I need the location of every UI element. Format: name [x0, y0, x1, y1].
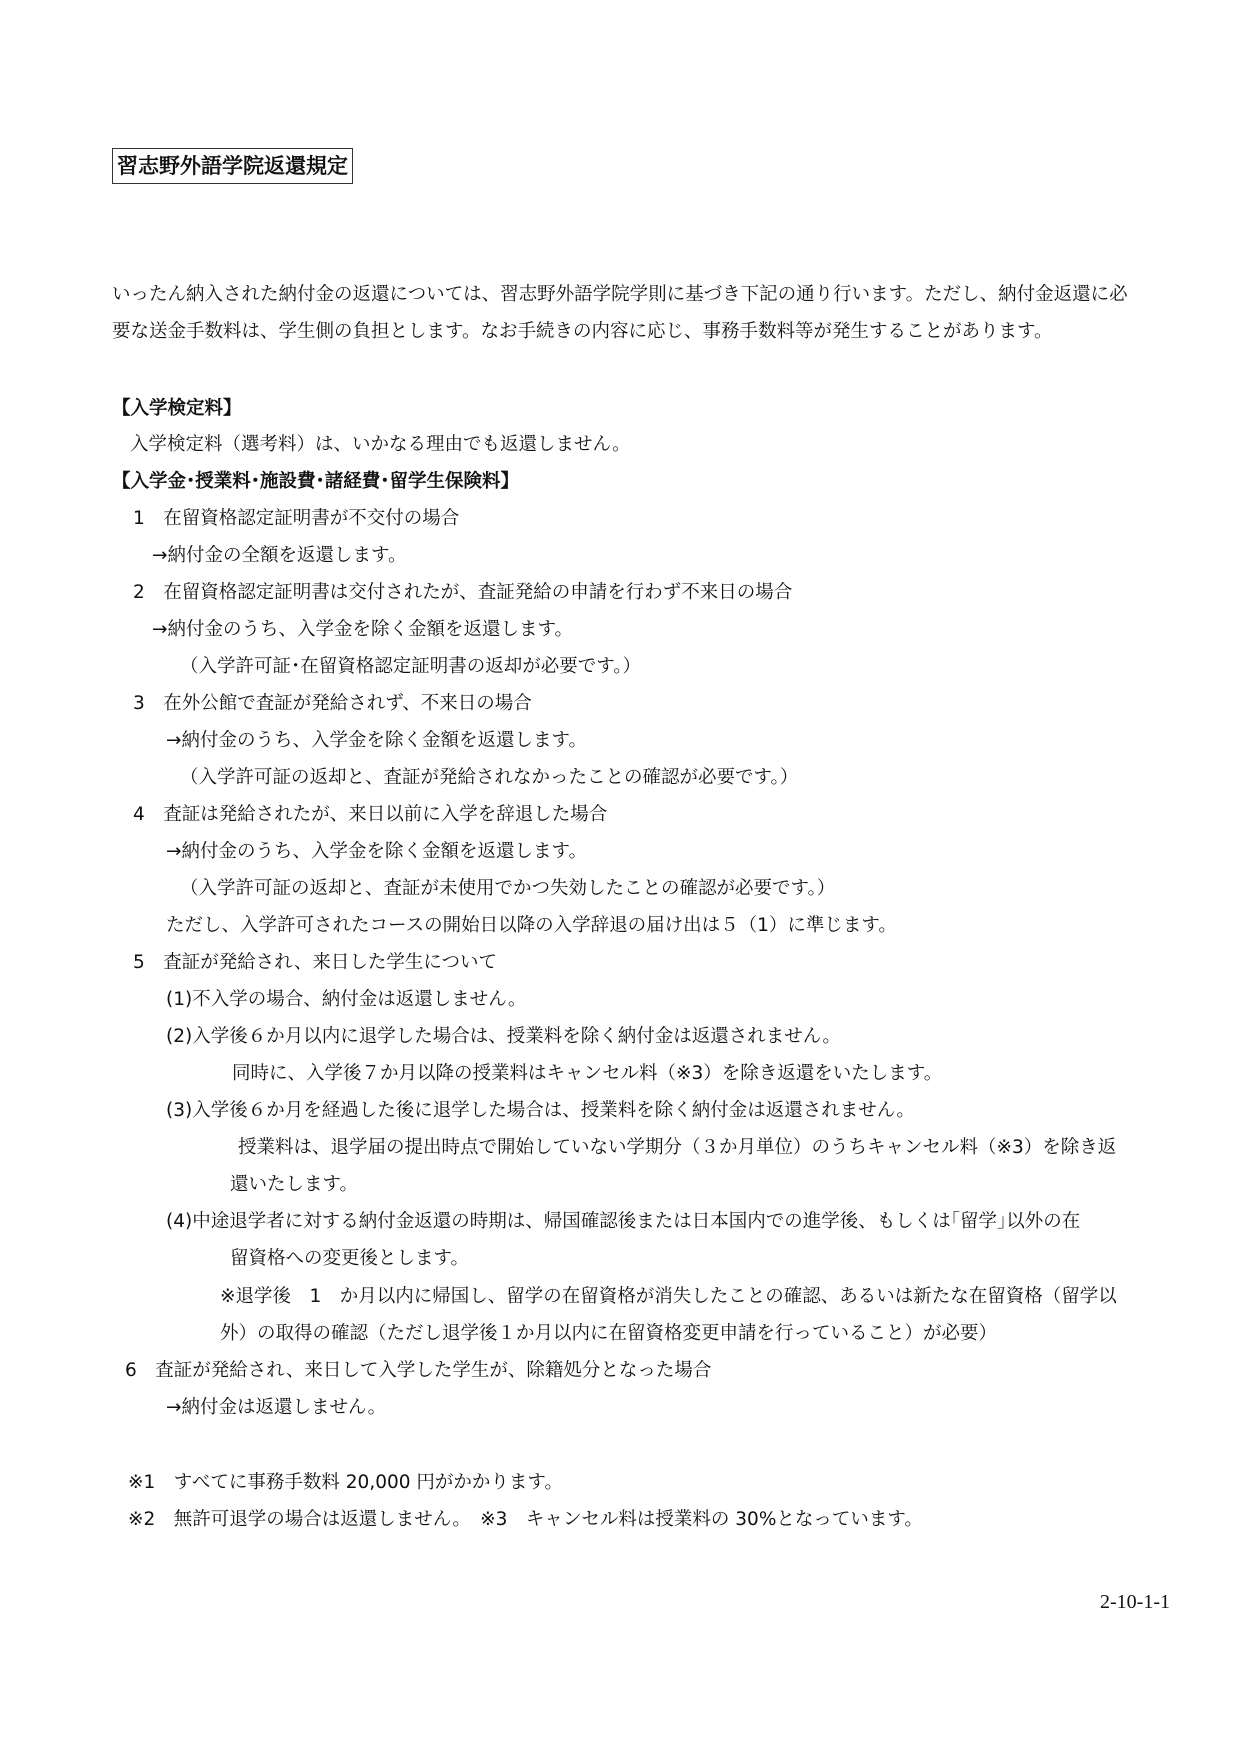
item-3: 3 在外公館で査証が発給されず、不来日の場合 — [133, 693, 532, 714]
item-2: 2 在留資格認定証明書は交付されたが、査証発給の申請を行わず不来日の場合 — [133, 582, 793, 603]
item-6-detail: →納付金は返還しません。 — [166, 1397, 387, 1418]
item-4-proviso: ただし、入学許可されたコースの開始日以降の入学辞退の届け出は５（1）に準じます。 — [166, 915, 897, 936]
item-4-note: （入学許可証の返却と、査証が未使用でかつ失効したことの確認が必要です。） — [180, 878, 836, 899]
note-2-3: ※2 無許可退学の場合は返還しません。 ※3 キャンセル料は授業料の 30%となっています。 — [128, 1509, 923, 1530]
item-5-4-note: ※退学後 1 か月以内に帰国し、留学の在留資格が消失したことの確認、あるいは新たな在留資格（留学以 — [220, 1286, 1117, 1307]
item-5-3: (3)入学後６か月を経過した後に退学した場合は、授業料を除く納付金は返還されません。 — [166, 1100, 915, 1121]
page-title: 習志野外語学院返還規定 — [112, 148, 353, 184]
item-5-3-detail: 授業料は、退学届の提出時点で開始していない学期分（３か月単位）のうちキャンセル料（※3）を除き返 — [238, 1137, 1117, 1158]
item-2-detail: →納付金のうち、入学金を除く金額を返還します。 — [152, 619, 574, 640]
item-3-detail: →納付金のうち、入学金を除く金額を返還します。 — [166, 730, 588, 751]
item-3-note: （入学許可証の返却と、査証が発給されなかったことの確認が必要です。） — [180, 767, 799, 788]
intro-line-2: 要な送金手数料は、学生側の負担とします。なお手続きの内容に応じ、事務手数料等が発生することがあります。 — [112, 321, 1053, 342]
exam-fee-heading: 【入学検定料】 — [112, 398, 242, 419]
item-1: 1 在留資格認定証明書が不交付の場合 — [133, 508, 460, 529]
intro-line-1: いったん納入された納付金の返還については、習志野外語学院学則に基づき下記の通り行います。ただし、納付金返還に必 — [112, 284, 1128, 305]
item-5-4: (4)中途退学者に対する納付金返還の時期は、帰国確認後または日本国内での進学後、もしくは｢留学｣以外の在 — [166, 1211, 1081, 1232]
item-5-3-detail-cont: 還いたします。 — [230, 1174, 359, 1195]
item-6: 6 査証が発給され、来日して入学した学生が、除籍処分となった場合 — [125, 1360, 712, 1381]
item-5-2: (2)入学後６か月以内に退学した場合は、授業料を除く納付金は返還されません。 — [166, 1026, 841, 1047]
item-4-detail: →納付金のうち、入学金を除く金額を返還します。 — [166, 841, 588, 862]
exam-fee-text: 入学検定料（選考料）は、いかなる理由でも返還しません。 — [130, 434, 631, 455]
item-1-detail: →納付金の全額を返還します。 — [152, 545, 407, 566]
fees-heading: 【入学金･授業料･施設費･諸経費･留学生保険料】 — [112, 471, 520, 492]
page-number: 2-10-1-1 — [1100, 1591, 1170, 1613]
item-5: 5 査証が発給され、来日した学生について — [133, 952, 498, 973]
item-5-4-cont: 留資格への変更後とします。 — [230, 1248, 470, 1269]
note-1: ※1 すべてに事務手数料 20,000 円がかかります。 — [128, 1472, 563, 1493]
item-4: 4 査証は発給されたが、来日以前に入学を辞退した場合 — [133, 804, 608, 825]
item-2-note: （入学許可証･在留資格認定証明書の返却が必要です。） — [180, 656, 642, 677]
item-5-4-note-cont: 外）の取得の確認（ただし退学後１か月以内に在留資格変更申請を行っていること）が必要） — [220, 1323, 998, 1344]
item-5-1: (1)不入学の場合、納付金は返還しません。 — [166, 989, 527, 1010]
item-5-2-detail: 同時に、入学後７か月以降の授業料はキャンセル料（※3）を除き返還をいたします。 — [232, 1063, 943, 1084]
